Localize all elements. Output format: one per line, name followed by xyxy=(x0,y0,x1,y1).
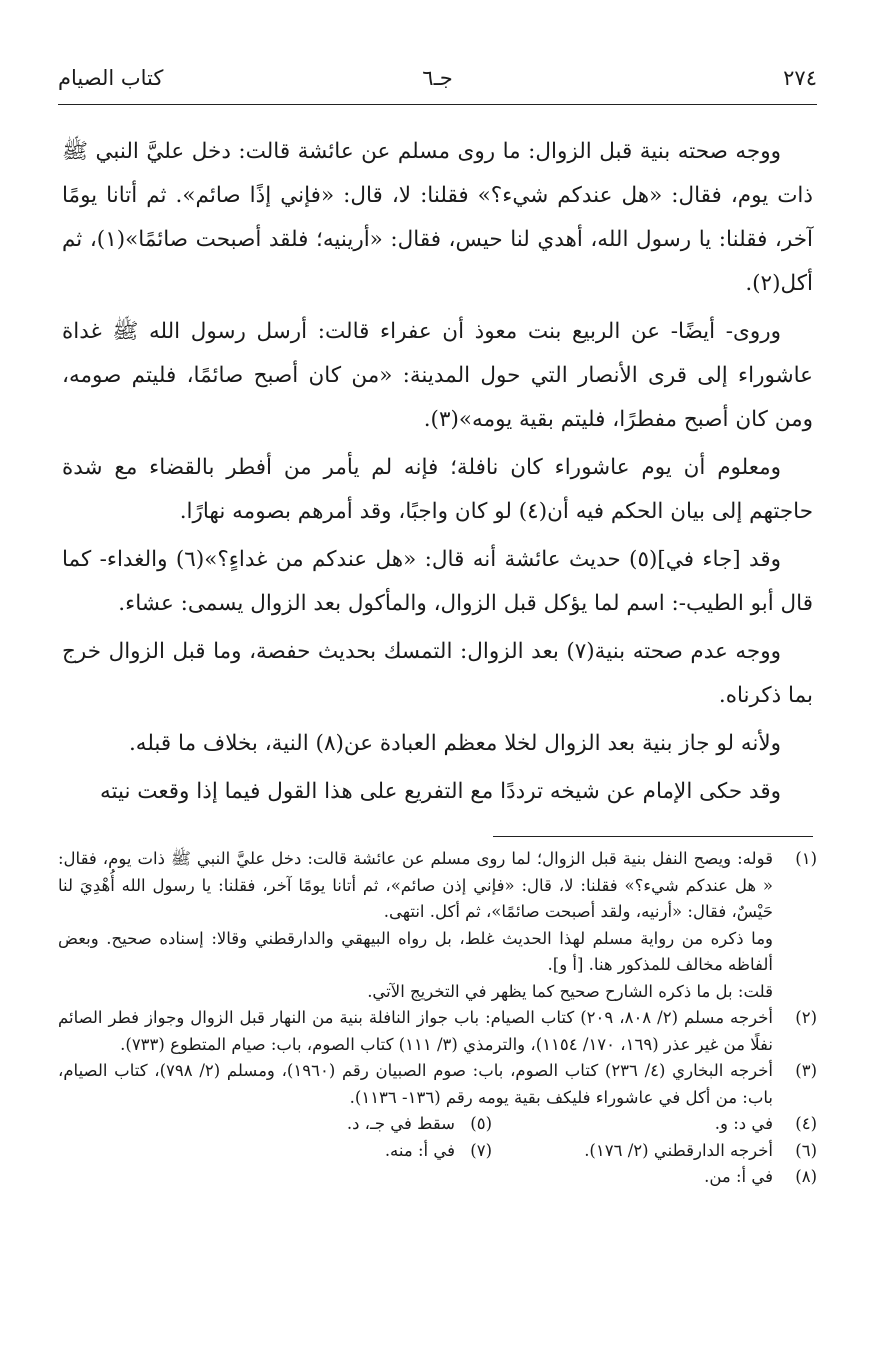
page-header xyxy=(58,66,817,100)
main-text xyxy=(62,130,813,818)
header-divider xyxy=(58,104,817,105)
footnote-divider xyxy=(493,836,813,837)
paragraph-4: وقد [جاء في](٥) حديث عائشة أنه قال: «هل عندكم من غداءٍ؟»(٦) والغداء- كما قال أبو الطيب-: اسم لما يؤكل قبل الزوال، والمأكول بعد الزوال يسمى: عشاء. xyxy=(62,547,813,616)
footnote-text: في د: و. xyxy=(714,1114,773,1133)
footnotes xyxy=(58,846,817,1191)
paragraph-1: ووجه صحته بنية قبل الزوال: ما روى مسلم عن عائشة قالت: دخل عليَّ النبي ﷺ ذات يوم، فقال: «هل عندكم شيء؟» فقلنا: لا، قال: «فإني إذًا صائم». ثم أتانا يومًا آخر، فقلنا: يا رسول الله، أهدي لنا حيس، فقال: «أرينيه؛ فلقد أصبحت صائمًا»(١)، ثم أكل(٢). xyxy=(62,139,813,296)
footnote-number: (٢) xyxy=(795,1008,817,1027)
footnote-number: (٥) xyxy=(470,1114,492,1133)
paragraph-5: ووجه عدم صحته بنية(٧) بعد الزوال: التمسك بحديث حفصة، وما قبل الزوال خرج بما ذكرناه. xyxy=(62,639,813,708)
paragraph-2: وروى- أيضًا- عن الربيع بنت معوذ أن عفراء قالت: أرسل رسول الله ﷺ غداة عاشوراء إلى قرى الأنصار التي حول المدينة: «من كان أصبح صائمًا، فليتم صومه، ومن كان أصبح مفطرًا، فليتم بقية يومه»(٣). xyxy=(62,319,813,432)
footnote-text: قلت: بل ما ذكره الشارح صحيح كما يظهر في التخريج الآتي. xyxy=(367,981,773,1001)
page-number: ٢٧٤ xyxy=(783,66,817,90)
footnote-8 xyxy=(58,1164,817,1191)
footnote-text: قوله: ويصح النفل بنية قبل الزوال؛ لما روى مسلم عن عائشة قالت: دخل عليَّ النبي ﷺ ذات يوم، فقال: « هل عندكم شيء؟» فقلنا: لا، قال: «فإني إذن صائم»، ثم أتانا يومًا آخر، فقلنا: يا رسول الله أُهْدِيَ لنا حَيْسٌ، فقال: «أرنيه، ولقد أصبحت صائمًا»، ثم أكل. انتهى. xyxy=(58,849,773,921)
book-title: كتاب الصيام xyxy=(58,66,164,90)
footnote-text: أخرجه الدارقطني (٢/ ١٧٦). xyxy=(584,1140,773,1160)
footnote-1 xyxy=(58,846,817,1005)
footnote-text: أخرجه البخاري (٤/ ٢٣٦) كتاب الصوم، باب: صوم الصبيان رقم (١٩٦٠)، ومسلم (٢/ ٧٩٨)، كتاب الصيام، باب: من أكل في عاشوراء فليكف بقية يومه رقم (١٣٦- ١١٣٦). xyxy=(58,1061,773,1107)
footnote-row-6-7 xyxy=(58,1138,817,1165)
footnote-number: (٧) xyxy=(470,1140,492,1160)
footnote-text: وما ذكره من رواية مسلم لهذا الحديث غلط، بل رواه البيهقي والدارقطني وقالا: إسناده صحيح. وبعض ألفاظه مخالف للمذكور هنا. [أ و]. xyxy=(58,928,773,974)
footnote-row-4-5 xyxy=(58,1111,817,1138)
paragraph-3: ومعلوم أن يوم عاشوراء كان نافلة؛ فإنه لم يأمر من أفطر بالقضاء مع شدة حاجتهم إلى بيان الحكم فيه أن(٤) لو كان واجبًا، وقد أمرهم بصومه نهارًا. xyxy=(62,455,813,524)
paragraph-6: ولأنه لو جاز بنية بعد الزوال لخلا معظم العبادة عن(٨) النية، بخلاف ما قبله. xyxy=(128,731,781,756)
volume-label: جـ٦ xyxy=(422,66,453,90)
footnote-number: (٤) xyxy=(795,1114,817,1133)
footnote-number: (٦) xyxy=(795,1140,817,1160)
footnote-text: في أ: منه. xyxy=(384,1140,455,1160)
footnote-text: أخرجه مسلم (٢/ ٨٠٨، ٢٠٩) كتاب الصيام: باب جواز النافلة بنية من النهار قبل الزوال وجواز فطر الصائم نفلًا من غير عذر (١٦٩، ١٧٠/ ١١٥٤)، والترمذي (٣/ ١١١) كتاب الصوم، باب: صيام المتطوع (٧٣٣). xyxy=(58,1008,773,1054)
footnote-3 xyxy=(58,1058,817,1111)
footnote-2 xyxy=(58,1005,817,1058)
paragraph-7: وقد حكى الإمام عن شيخه ترددًا مع التفريع على هذا القول فيما إذا وقعت نيته xyxy=(99,779,781,804)
footnote-text: في أ: من. xyxy=(704,1167,773,1186)
footnote-number: (٨) xyxy=(795,1167,817,1186)
footnote-number: (١) xyxy=(795,849,817,868)
footnote-number: (٣) xyxy=(795,1061,817,1080)
footnote-text: سقط في جـ، د. xyxy=(346,1114,455,1133)
